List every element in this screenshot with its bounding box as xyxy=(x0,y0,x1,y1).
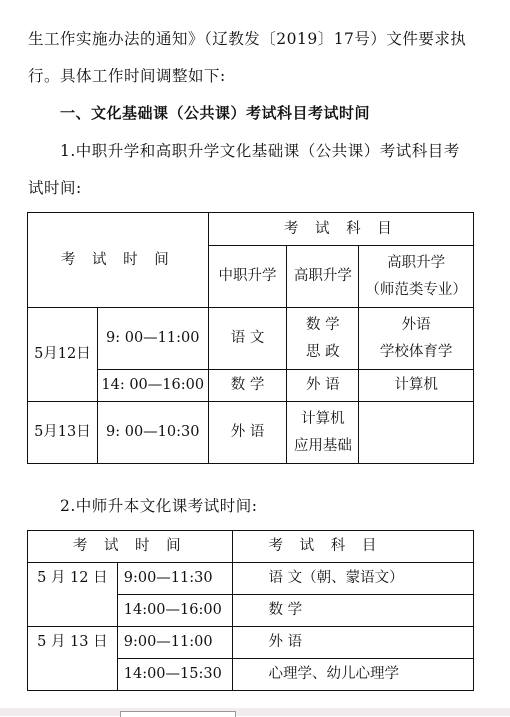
paragraph-line-1: 生工作实施办法的通知》（辽教发〔2019〕17号）文件要求执 xyxy=(28,30,467,48)
table1-date-may12: 5月12日 xyxy=(28,308,98,402)
table1-time-3: 9: 00—10:30 xyxy=(97,402,208,464)
table2-header-subjects: 考 试 科 目 xyxy=(232,531,473,563)
item-1-line-2: 试时间: xyxy=(28,179,82,197)
table1-cell-r1c2: 数 学 思 政 xyxy=(287,308,359,370)
table1-col-teacher-training: 高职升学 （师范类专业） xyxy=(359,246,474,308)
table2-header-time: 考 试 时 间 xyxy=(28,531,233,563)
table1-header-subjects: 考 试 科 目 xyxy=(208,213,473,246)
table1-time-1: 9: 00—11:00 xyxy=(97,308,208,370)
table2-time-3: 9:00—11:00 xyxy=(117,627,232,659)
table1-col-higher-vocational: 高职升学 xyxy=(287,246,359,308)
table2-time-1: 9:00—11:30 xyxy=(117,563,232,595)
table2-time-2: 14:00—16:00 xyxy=(117,595,232,627)
table1-time-2: 14: 00—16:00 xyxy=(97,370,208,402)
section-heading: 一、文化基础课（公共课）考试科目考试时间 xyxy=(60,104,371,122)
table2-subject-4: 心理学、幼儿心理学 xyxy=(232,659,473,691)
table2-subject-1: 语 文（朝、蒙语文） xyxy=(232,563,473,595)
table1-date-may13: 5月13日 xyxy=(28,402,98,464)
exam-schedule-table-1 xyxy=(27,212,474,464)
table1-cell-r2c1: 数 学 xyxy=(208,370,287,402)
table2-date-may13: 5 月 13 日 xyxy=(28,627,118,691)
paragraph-line-2: 行。具体工作时间调整如下: xyxy=(28,67,226,85)
table1-cell-r3c1: 外 语 xyxy=(208,402,287,464)
table1-cell-r2c3: 计算机 xyxy=(359,370,474,402)
item-1-line-1: 1.中职升学和高职升学文化基础课（公共课）考试科目考 xyxy=(60,142,460,160)
table2-time-4: 14:00—15:30 xyxy=(117,659,232,691)
bottom-tab-outline xyxy=(120,711,236,717)
exam-schedule-table-2 xyxy=(27,530,474,691)
table1-cell-r3c3 xyxy=(359,402,474,464)
table1-cell-r2c2: 外 语 xyxy=(287,370,359,402)
item-2-title: 2.中师升本文化课考试时间: xyxy=(60,497,258,515)
table1-cell-r1c1: 语 文 xyxy=(208,308,287,370)
table1-cell-r1c3: 外语 学校体育学 xyxy=(359,308,474,370)
table2-subject-2: 数 学 xyxy=(232,595,473,627)
table2-subject-3: 外 语 xyxy=(232,627,473,659)
table2-date-may12: 5 月 12 日 xyxy=(28,563,118,627)
table1-header-time: 考 试 时 间 xyxy=(28,213,209,308)
table1-cell-r3c2: 计算机 应用基础 xyxy=(287,402,359,464)
table1-col-secondary-vocational: 中职升学 xyxy=(208,246,287,308)
bottom-bar xyxy=(0,708,510,716)
